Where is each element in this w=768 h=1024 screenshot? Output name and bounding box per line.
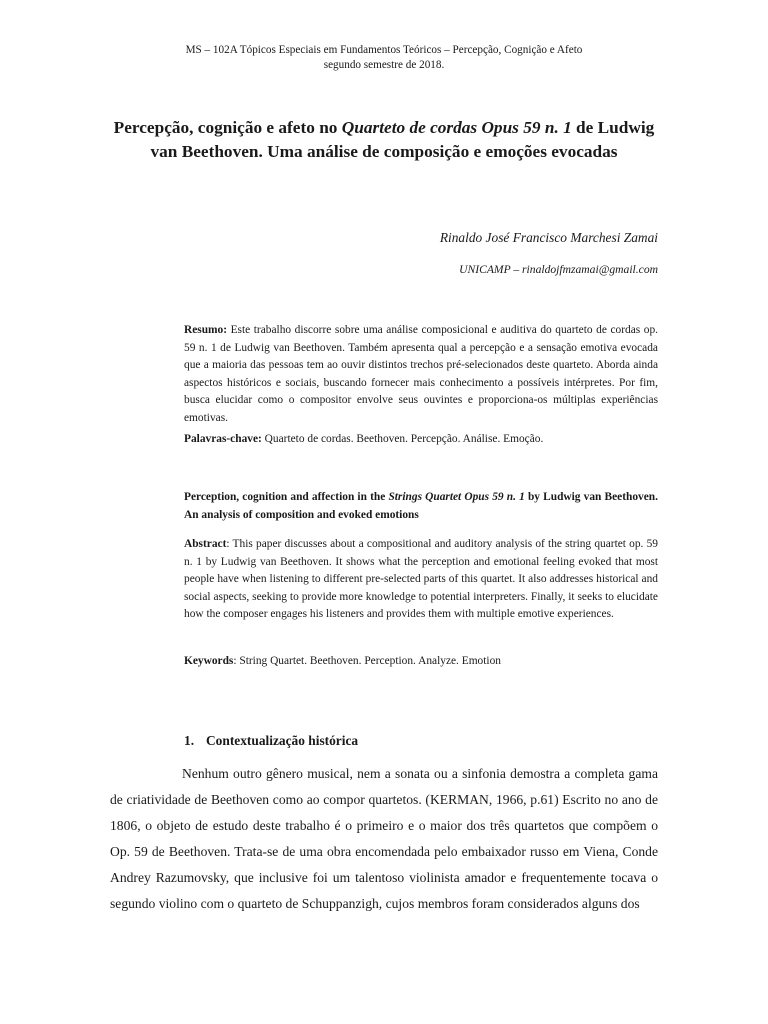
running-head bbox=[0, 43, 768, 73]
section-heading bbox=[184, 733, 358, 749]
palavras-chave-text: Quarteto de cordas. Beethoven. Percepção. Análise. Emoção. bbox=[261, 433, 544, 445]
author-name: Rinaldo José Francisco Marchesi Zamai bbox=[439, 230, 658, 245]
english-title-italic: Strings Quartet Opus 59 n. 1 bbox=[388, 491, 525, 503]
running-head-line-1: MS – 102A Tópicos Especiais em Fundamentos Teóricos – Percepção, Cognição e Afeto bbox=[185, 44, 583, 56]
running-head-line-2: segundo semestre de 2018. bbox=[323, 59, 445, 71]
author-affiliation: UNICAMP – rinaldojfmzamai@gmail.com bbox=[459, 263, 658, 276]
palavras-chave-label: Palavras-chave: bbox=[184, 433, 262, 445]
title-italic-work: Quarteto de cordas Opus 59 n. 1 bbox=[341, 118, 572, 137]
abstract-paragraph bbox=[184, 536, 658, 624]
palavras-chave bbox=[184, 431, 658, 449]
abstract-label: Abstract bbox=[184, 538, 227, 550]
title-part-2: de Ludwig van Beethoven. Uma análise de composição e emoções evocadas bbox=[150, 118, 655, 161]
english-title-part-1: Perception, cognition and affection in the bbox=[184, 491, 389, 503]
keywords-label: Keywords bbox=[184, 655, 234, 667]
abstract-text: : This paper discusses about a compositional and auditory analysis of the string quartet op. 59 n. 1 by Ludwig van Beethoven. It shows what the perception and emotional feeling evoked that most people have when listening to different pre-selected parts of this quartet. It also addresses historical and social aspects, seeking to provide more knowledge to potential interpreters. Finally, it seeks to elucidate how the composer engages his listeners and provides them with multiple emotive experiences. bbox=[184, 538, 658, 620]
title-part-1: Percepção, cognição e afeto no bbox=[113, 118, 342, 137]
section-title: Contextualização histórica bbox=[206, 733, 359, 748]
body-paragraph-text: Nenhum outro gênero musical, nem a sonata ou a sinfonia demostra a completa gama de criatividade de Beethoven como ao compor quartetos. (KERMAN, 1966, p.61) Escrito no ano de 1806, o objeto de estudo deste trabalho é o primeiro e o maior dos três quartetos que compõem o Op. 59 de Beethoven. Trata-se de uma obra encomendada pelo embaixador russo em Viena, Conde Andrey Razumovsky, que inclusive foi um talentoso violinista amador e frequentemente tocava o segundo violino com o quarteto de Schuppanzigh, cujos membros foram considerados alguns dos bbox=[110, 766, 658, 911]
english-title-part-2: by Ludwig van Beethoven. An analysis of composition and evoked emotions bbox=[184, 491, 658, 521]
keywords-text: : String Quartet. Beethoven. Perception. Analyze. Emotion bbox=[233, 655, 501, 667]
resumo-label: Resumo: bbox=[184, 324, 228, 336]
resumo-paragraph bbox=[184, 322, 658, 427]
keywords bbox=[184, 653, 658, 671]
body-paragraph bbox=[110, 761, 658, 917]
section-number: 1. bbox=[184, 733, 195, 748]
english-title bbox=[184, 489, 658, 524]
resumo-text: Este trabalho discorre sobre uma análise composicional e auditiva do quarteto de cordas op. 59 n. 1 de Ludwig van Beethoven. Também apresenta qual a percepção e a sensação emotiva evocada que a maioria das pessoas tem ao ouvir distintos trechos pré-selecionados deste quarteto. Aborda ainda aspectos históricos e sociais, buscando fornecer mais conhecimento a possíveis intérpretes. Por fim, busca elucidar como o compositor envolve seus ouvintes e proporciona-os múltiplas experiências emotivas. bbox=[184, 324, 658, 424]
paper-title bbox=[112, 116, 656, 164]
